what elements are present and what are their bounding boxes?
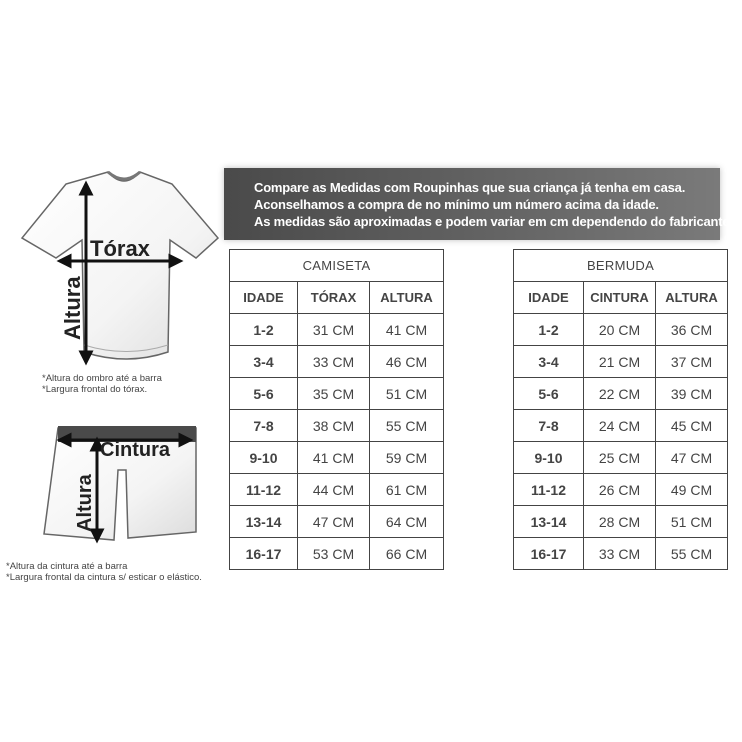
age-cell: 7-8 [230,410,298,442]
age-cell: 13-14 [514,506,584,538]
chest-cell: 41 CM [298,442,370,474]
height-cell: 59 CM [370,442,444,474]
shorts-note-1: *Altura da cintura até a barra [6,561,128,572]
waist-cell: 24 CM [584,410,656,442]
table-row [514,474,728,506]
waist-cell: 21 CM [584,346,656,378]
height-cell: 41 CM [370,314,444,346]
bermuda-header-cintura: CINTURA [584,282,656,314]
age-cell: 9-10 [514,442,584,474]
camiseta-size-table [229,249,444,570]
waist-cell: 28 CM [584,506,656,538]
camiseta-header-altura: ALTURA [370,282,444,314]
bermuda-header-idade: IDADE [514,282,584,314]
age-cell: 5-6 [230,378,298,410]
info-banner [224,168,733,240]
height-cell: 64 CM [370,506,444,538]
bermuda-size-table [513,249,728,570]
height-cell: 47 CM [656,442,728,474]
shirt-chest-label: Tórax [90,236,150,261]
age-cell: 3-4 [514,346,584,378]
height-cell: 49 CM [656,474,728,506]
camiseta-header-idade: IDADE [230,282,298,314]
height-cell: 51 CM [656,506,728,538]
banner-line-1: Compare as Medidas com Roupinhas que sua criança já tenha em casa. [254,180,686,195]
chest-cell: 47 CM [298,506,370,538]
table-row [230,442,444,474]
table-row [230,506,444,538]
chest-cell: 44 CM [298,474,370,506]
waist-cell: 22 CM [584,378,656,410]
table-row [230,314,444,346]
tshirt-icon [22,172,218,359]
waist-cell: 26 CM [584,474,656,506]
shirt-note-2: *Largura frontal do tórax. [42,384,148,395]
table-row [514,538,728,570]
chest-cell: 33 CM [298,346,370,378]
table-row [514,410,728,442]
height-cell: 55 CM [656,538,728,570]
age-cell: 7-8 [514,410,584,442]
height-cell: 36 CM [656,314,728,346]
height-cell: 51 CM [370,378,444,410]
height-cell: 55 CM [370,410,444,442]
age-cell: 11-12 [514,474,584,506]
table-row [230,410,444,442]
camiseta-title: CAMISETA [230,250,444,282]
banner-line-3: As medidas são aproximadas e podem variar em cm dependendo do fabricante. [254,214,733,229]
table-row [514,442,728,474]
table-row [514,378,728,410]
age-cell: 9-10 [230,442,298,474]
shirt-note-1: *Altura do ombro até a barra [42,373,162,384]
height-cell: 37 CM [656,346,728,378]
shorts-waist-label: Cintura [100,439,170,461]
age-cell: 11-12 [230,474,298,506]
table-row [230,474,444,506]
chest-cell: 38 CM [298,410,370,442]
height-cell: 39 CM [656,378,728,410]
height-cell: 66 CM [370,538,444,570]
bermuda-header-altura: ALTURA [656,282,728,314]
height-cell: 46 CM [370,346,444,378]
age-cell: 5-6 [514,378,584,410]
table-row [230,378,444,410]
table-row [514,346,728,378]
waist-cell: 33 CM [584,538,656,570]
shorts-height-label: Altura [74,474,96,532]
waist-cell: 20 CM [584,314,656,346]
age-cell: 16-17 [514,538,584,570]
age-cell: 1-2 [514,314,584,346]
age-cell: 13-14 [230,506,298,538]
height-cell: 61 CM [370,474,444,506]
height-cell: 45 CM [656,410,728,442]
waist-cell: 25 CM [584,442,656,474]
bermuda-title: BERMUDA [514,250,728,282]
chest-cell: 35 CM [298,378,370,410]
table-row [514,506,728,538]
table-row [230,538,444,570]
table-row [514,314,728,346]
shorts-note-2: *Largura frontal da cintura s/ esticar o elástico. [6,572,202,583]
age-cell: 3-4 [230,346,298,378]
chest-cell: 53 CM [298,538,370,570]
age-cell: 1-2 [230,314,298,346]
camiseta-header-torax: TÓRAX [298,282,370,314]
table-row [230,346,444,378]
shirt-height-label: Altura [60,276,85,340]
chest-cell: 31 CM [298,314,370,346]
age-cell: 16-17 [230,538,298,570]
banner-line-2: Aconselhamos a compra de no mínimo um número acima da idade. [254,197,659,212]
